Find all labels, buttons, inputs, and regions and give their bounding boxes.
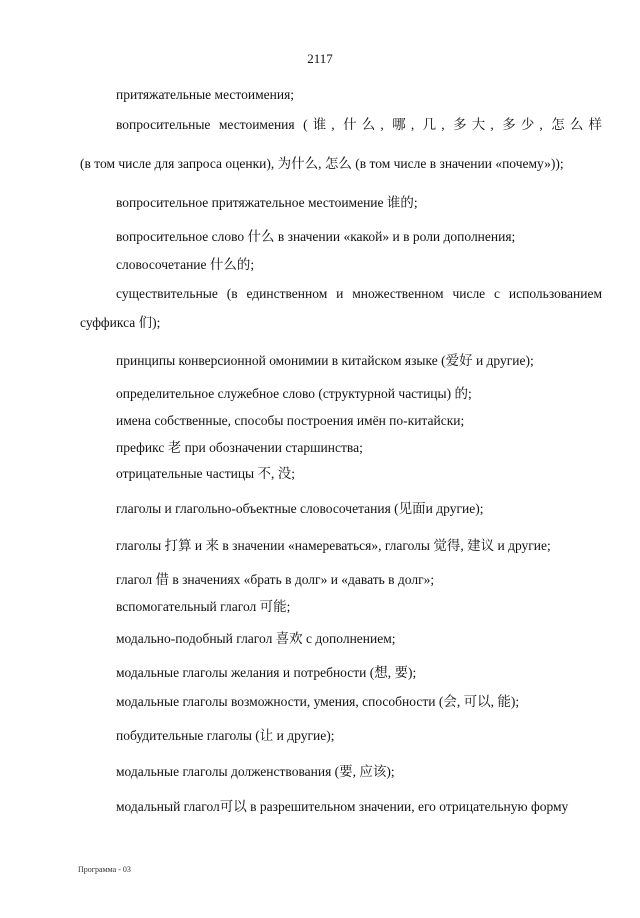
text-line: (в том числе для запроса оценки), 为什么, 怎么 (в том числе в значении «почему»)); xyxy=(80,156,564,171)
text-line: существительные (в единственном и множественном числе с использованием xyxy=(116,286,602,301)
text-line: префикс 老 при обозначении старшинства; xyxy=(116,440,363,455)
text-line: вспомогательный глагол 可能; xyxy=(116,599,291,614)
text-line: глагол 借 в значениях «брать в долг» и «давать в долг»; xyxy=(116,572,435,587)
text-line: модально-подобный глагол 喜欢 с дополнением; xyxy=(116,631,396,646)
text-line: модальные глаголы возможности, умения, способности (会, 可以, 能); xyxy=(116,694,520,709)
text-line: вопросительные местоимения (谁, 什么, 哪, 几, 多大, 多少, 怎么样 xyxy=(116,117,602,132)
text-line: словосочетание 什么的; xyxy=(116,257,255,272)
text-line: имена собственные, способы построения имён по-китайски; xyxy=(116,413,465,428)
text-line: глаголы и глагольно-объектные словосочетания (见面и другие); xyxy=(116,501,484,516)
text-line: побудительные глаголы (让 и другие); xyxy=(116,728,335,743)
text-line: модальный глагол可以 в разрешительном значении, его отрицательную форму xyxy=(116,799,569,814)
text-line: модальные глаголы желания и потребности (想, 要); xyxy=(116,665,417,680)
text-line: модальные глаголы долженствования (要, 应该); xyxy=(116,764,395,779)
text-line: глаголы 打算 и 来 в значении «намереваться», глаголы 觉得, 建议 и другие; xyxy=(116,538,551,553)
text-line: суффикса 们); xyxy=(80,315,161,330)
text-line: вопросительное слово 什么 в значении «какой» и в роли дополнения; xyxy=(116,229,516,244)
footer-label: Программа - 03 xyxy=(78,865,131,874)
text-line: притяжательные местоимения; xyxy=(116,87,295,102)
page-number: 2117 xyxy=(307,51,333,66)
text-line: принципы конверсионной омонимии в китайском языке (爱好 и другие); xyxy=(116,353,534,368)
text-line: определительное служебное слово (структурной частицы) 的; xyxy=(116,386,472,401)
text-line: отрицательные частицы 不, 没; xyxy=(116,466,295,481)
text-line: вопросительное притяжательное местоимение 谁的; xyxy=(116,195,418,210)
